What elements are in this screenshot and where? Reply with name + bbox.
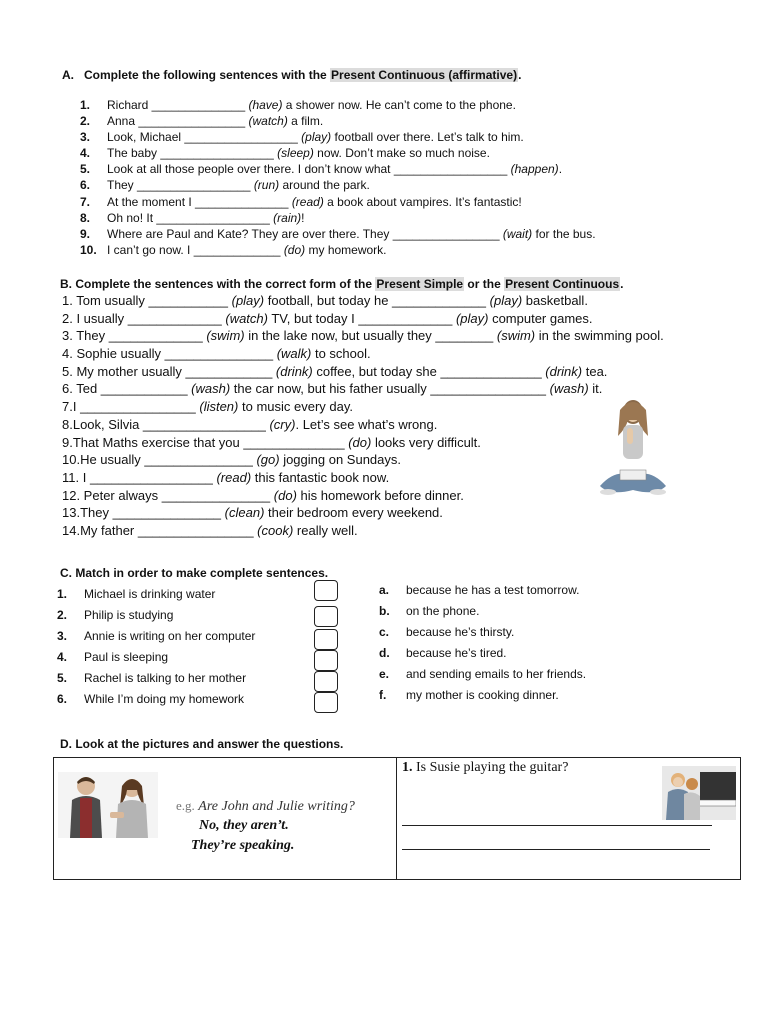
answer-line-2[interactable] [402, 849, 710, 850]
section-a-item [80, 194, 740, 210]
match-item [57, 647, 307, 668]
item-number: 3. [80, 130, 91, 145]
verb-hint: (watch) [225, 310, 268, 326]
verb-hint: (run) [253, 178, 280, 193]
section-a-item [80, 145, 740, 161]
match-label: 3. [57, 629, 68, 643]
item-text: Richard ______________ (have) a shower now. He can’t come to the phone. [107, 98, 516, 112]
item-number: 6. [80, 178, 91, 193]
section-b-item: 14.My father ________________ (cook) really well. [62, 522, 358, 538]
item-number: 7. [80, 194, 91, 209]
answer-box-2[interactable] [314, 606, 338, 627]
section-b-item: 13.They _______________ (clean) their bedroom every weekend. [62, 505, 443, 521]
match-text: Paul is sleeping [84, 650, 169, 664]
section-a-item [80, 226, 740, 242]
item-text: Where are Paul and Kate? They are over there. They ________________ (wait) for the bus. [107, 226, 596, 241]
match-text: and sending emails to her friends. [406, 667, 587, 681]
example-label: e.g. [176, 798, 195, 813]
verb-hint: (read) [291, 194, 324, 209]
match-item [379, 622, 729, 643]
item-text: At the moment I ______________ (read) a book about vampires. It’s fantastic! [107, 194, 522, 209]
verb-hint: (drink) [275, 363, 313, 379]
verb-hint: (clean) [224, 505, 265, 521]
section-b-title: B. Complete the sentences with the correct form of the Present Simple or the Present Continuous. [60, 277, 624, 291]
section-d-title: D. Look at the pictures and answer the questions. [60, 737, 344, 751]
verb-hint: (happen) [510, 162, 559, 177]
match-label: 1. [57, 587, 68, 601]
section-b-item: 10.He usually _______________ (go) jogging on Sundays. [62, 452, 402, 468]
match-item [57, 584, 307, 605]
section-a-item [80, 177, 740, 193]
item-text: Look at all those people over there. I don’t know what _________________ (happen). [107, 162, 563, 177]
section-b-item: 12. Peter always _______________ (do) his homework before dinner. [62, 487, 464, 503]
section-a-item [80, 161, 740, 177]
match-item [57, 626, 307, 647]
match-label: f. [379, 688, 387, 702]
example-answer-2: They’re speaking. [191, 838, 295, 853]
item-text: They _________________ (run) around the park. [107, 178, 370, 193]
match-item [379, 685, 729, 706]
match-text: my mother is cooking dinner. [406, 688, 559, 702]
verb-hint: (play) [489, 293, 523, 308]
section-b-item: 4. Sophie usually _______________ (walk) to school. [62, 346, 371, 362]
item-number: 4. [80, 146, 91, 161]
match-text: Annie is writing on her computer [84, 629, 256, 643]
section-b-item: 6. Ted ____________ (wash) the car now, but his father usually ________________ (wash) it. [62, 381, 603, 397]
picture-question-table [53, 757, 741, 880]
verb-hint: (wash) [191, 381, 231, 397]
section-b-item: 7.I ________________ (listen) to music every day. [62, 399, 354, 415]
match-item [379, 580, 729, 601]
match-item [57, 668, 307, 689]
item-text: The baby _________________ (sleep) now. Don’t make so much noise. [107, 146, 490, 161]
match-label: a. [379, 583, 390, 597]
girl-sitting-illustration [596, 398, 670, 502]
verb-hint: (wait) [502, 226, 533, 241]
match-text: While I’m doing my homework [84, 692, 245, 706]
match-label: 2. [57, 608, 68, 622]
match-label: 6. [57, 692, 68, 706]
item-number: 1. [80, 98, 91, 112]
section-a-tense-highlight: Present Continuous (affirmative) [331, 68, 518, 82]
match-item [379, 664, 729, 685]
section-b-item: 9.That Maths exercise that you ______________ (do) looks very difficult. [62, 434, 481, 450]
example-question: e.g. Are John and Julie writing? [176, 798, 355, 814]
section-b-item: 8.Look, Silvia _________________ (cry). Let’s see what’s wrong. [62, 416, 438, 432]
match-text: Michael is drinking water [84, 587, 216, 601]
verb-hint: (cook) [257, 522, 294, 538]
section-a-letter: A. [62, 68, 74, 82]
match-label: 5. [57, 671, 68, 685]
verb-hint: (walk) [276, 346, 312, 362]
answer-box-3[interactable] [314, 629, 338, 650]
item-number: 8. [80, 210, 91, 225]
section-a-item [80, 113, 740, 129]
item-number: 5. [80, 162, 91, 177]
section-b-item: 2. I usually _____________ (watch) TV, but today I _____________ (play) computer games. [62, 310, 593, 326]
answer-box-4[interactable] [314, 650, 338, 671]
answer-line-1[interactable] [402, 825, 712, 826]
match-text: Philip is studying [84, 608, 174, 622]
match-label: c. [379, 625, 390, 639]
section-c-left-list [57, 584, 307, 710]
item-number: 9. [80, 226, 91, 241]
item-text: I can’t go now. I _____________ (do) my homework. [107, 242, 387, 257]
section-b-item: 11. I _________________ (read) this fantastic book now. [62, 469, 390, 485]
match-label: d. [379, 646, 390, 660]
match-item [57, 689, 307, 710]
verb-hint: (rain) [273, 210, 302, 225]
verb-hint: (swim) [496, 328, 536, 344]
verb-hint: (do) [348, 434, 372, 450]
section-c-title: C. Match in order to make complete sentences. [60, 566, 329, 580]
answer-box-6[interactable] [314, 692, 338, 713]
match-item [57, 605, 307, 626]
verb-hint: (play) [231, 293, 265, 308]
verb-hint: (swim) [206, 328, 245, 344]
verb-hint: (do) [273, 487, 297, 503]
verb-hint: (have) [248, 98, 283, 112]
match-label: e. [379, 667, 390, 681]
section-b-item: 3. They _____________ (swim) in the lake now, but usually they ________ (swim) in the swimming pool. [62, 328, 664, 344]
section-c-right-list [379, 580, 729, 706]
verb-hint: (wash) [549, 381, 589, 397]
verb-hint: (play) [301, 130, 332, 145]
verb-hint: (cry) [269, 416, 296, 432]
section-a-list [80, 97, 740, 258]
section-a-item [80, 129, 740, 145]
item-number: 10. [80, 242, 97, 257]
question-1 [402, 760, 568, 776]
verb-hint: (go) [256, 452, 280, 468]
match-text: because he’s tired. [406, 646, 507, 660]
verb-hint: (play) [455, 310, 489, 326]
verb-hint: (do) [283, 242, 306, 257]
item-text: Look, Michael _________________ (play) football over there. Let’s talk to him. [107, 130, 524, 145]
question-1-text: Is Susie playing the guitar? [416, 760, 569, 775]
match-text: because he’s thirsty. [406, 625, 515, 639]
section-a-item [80, 97, 740, 113]
item-number: 2. [80, 114, 91, 129]
verb-hint: (sleep) [277, 146, 314, 161]
table-divider [396, 758, 397, 879]
answer-box-5[interactable] [314, 671, 338, 692]
section-a-title: A. Complete the following sentences with the Present Continuous (affirmative). [62, 68, 522, 82]
two-people-talking-illustration [58, 772, 158, 838]
match-label: 4. [57, 650, 68, 664]
answer-box-1[interactable] [314, 580, 338, 601]
match-label: b. [379, 604, 390, 618]
match-item [379, 643, 729, 664]
item-text: Oh no! It _________________ (rain)! [107, 210, 305, 225]
match-text: because he has a test tomorrow. [406, 583, 580, 597]
section-a-item [80, 242, 740, 258]
section-b-item: 5. My mother usually ____________ (drink) coffee, but today she ______________ (drink) tea. [62, 363, 608, 379]
verb-hint: (read) [216, 469, 252, 485]
section-b-item: 1. Tom usually ___________ (play) football, but today he _____________ (play) basketball. [62, 293, 588, 308]
match-item [379, 601, 729, 622]
item-text: Anna ________________ (watch) a film. [107, 114, 324, 129]
section-a-item [80, 210, 740, 226]
verb-hint: (drink) [545, 363, 583, 379]
match-text: on the phone. [406, 604, 480, 618]
verb-hint: (listen) [199, 399, 239, 415]
girl-playing-piano-illustration [662, 766, 736, 820]
example-answer-1: No, they aren’t. [199, 818, 289, 833]
verb-hint: (watch) [248, 114, 288, 129]
question-1-number: 1. [402, 760, 413, 775]
match-text: Rachel is talking to her mother [84, 671, 247, 685]
